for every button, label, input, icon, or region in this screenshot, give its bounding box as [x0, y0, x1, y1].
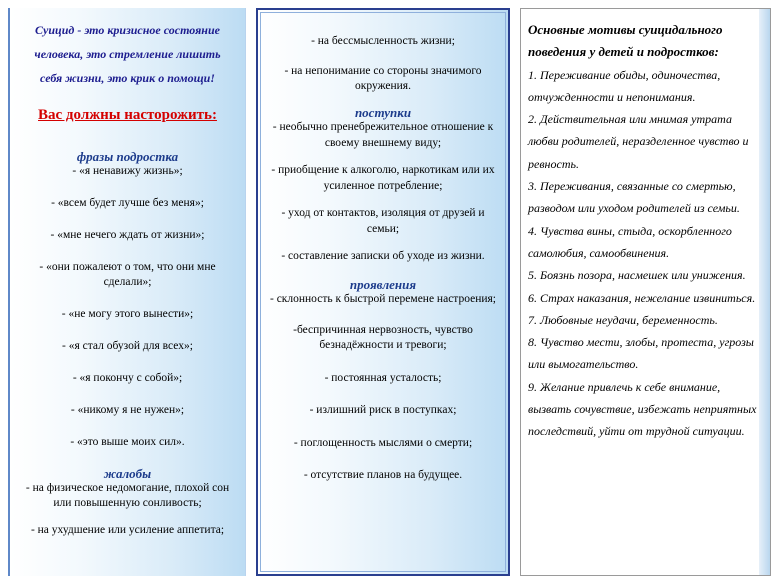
leaflet-column-3	[520, 8, 771, 576]
complaint-item: - на бессмысленность жизни;	[311, 35, 455, 47]
action-item: - необычно пренебрежительное отношение к своему внешнему виду;	[272, 121, 494, 149]
scroll-shade	[759, 9, 770, 575]
sign-item: - отсутствие планов на будущее.	[303, 469, 463, 481]
complaint-item: - на непонимание со стороны значимого окружения.	[284, 64, 482, 92]
sign-item: - поглощенность мыслями о смерти;	[293, 436, 473, 449]
sign-item: - склонность к быстрой перемене настроения;	[269, 293, 496, 305]
phrase-item: - «мне нечего ждать от жизни»;	[50, 229, 205, 241]
complaint-item: - на физическое недомогание, плохой сон или повышенную сонливость;	[25, 482, 230, 509]
phrases-heading: фразы подростка	[76, 149, 179, 164]
phrase-item: - «я ненавижу жизнь»;	[72, 165, 183, 177]
motive-item: 1. Переживание обиды, одиночества, отчужденности и непонимания.	[528, 67, 721, 104]
phrase-item: - «это выше моих сил».	[70, 436, 185, 448]
motive-item: 8. Чувство мести, злобы, протеста, угрозы или вымогательство.	[528, 335, 754, 372]
phrase-item: - «не могу этого вынести»;	[61, 308, 194, 320]
sign-item: -беспричинная нервозность, чувство безнадёжности и тревоги;	[293, 323, 473, 351]
phrase-item: - «я покончу с собой»;	[72, 372, 183, 384]
motives-heading: Основные мотивы суицидального поведения у детей и подростков:	[528, 22, 723, 60]
column-2-content	[258, 10, 508, 484]
motive-item: 7. Любовные неудачи, беременность.	[528, 312, 718, 327]
column-3-page	[521, 9, 761, 575]
motive-item: 5. Боязнь позора, насмешек или унижения.	[528, 268, 746, 283]
leaflet-column-2	[256, 8, 510, 576]
phrase-item: - «всем будет лучше без меня»;	[51, 197, 204, 209]
motive-item: 6. Страх наказания, нежелание извиниться.	[528, 290, 756, 305]
column-1-content	[10, 8, 245, 538]
action-item: - приобщение к алкоголю, наркотикам или их усиленное потребление;	[271, 164, 495, 192]
column-3-content	[521, 9, 761, 443]
phrase-item: - «я стал обузой для всех»;	[62, 340, 193, 352]
actions-heading: поступки	[354, 104, 412, 120]
intro-text: Суицид - это кризисное состояние человека, это стремление лишить себя жизни, это крик о помощи!	[34, 23, 221, 85]
leaflet-column-1	[8, 8, 246, 576]
phrase-item: - «они пожалеют о том, что они мне сделали»;	[39, 261, 216, 288]
complaints-heading: жалобы	[103, 466, 152, 481]
action-item: - составление записки об уходе из жизни.	[281, 250, 485, 262]
motive-item: 4. Чувства вины, стыда, оскорбленного самолюбия, самообвинения.	[528, 223, 732, 260]
sign-item: - излишний риск в поступках;	[309, 404, 457, 416]
complaint-item: - на ухудшение или усиление аппетита;	[30, 524, 225, 536]
motive-item: 3. Переживания, связанные со смертью, разводом или уходом родителей из семьи.	[528, 179, 740, 216]
motive-item: 9. Желание привлечь к себе внимание, вызвать сочувствие, избежать неприятных последствий, уйти от трудной ситуации.	[528, 379, 757, 439]
alert-heading: Вас должны насторожить:	[38, 107, 217, 123]
sign-item: - постоянная усталость;	[324, 371, 442, 384]
signs-heading: проявления	[349, 276, 417, 292]
phrase-item: - «никому я не нужен»;	[70, 404, 185, 416]
motive-item: 2. Действительная или мнимая утрата любви родителей, неразделенное чувство и ревность.	[528, 112, 749, 171]
action-item: - уход от контактов, изоляция от друзей и семьи;	[281, 207, 485, 235]
